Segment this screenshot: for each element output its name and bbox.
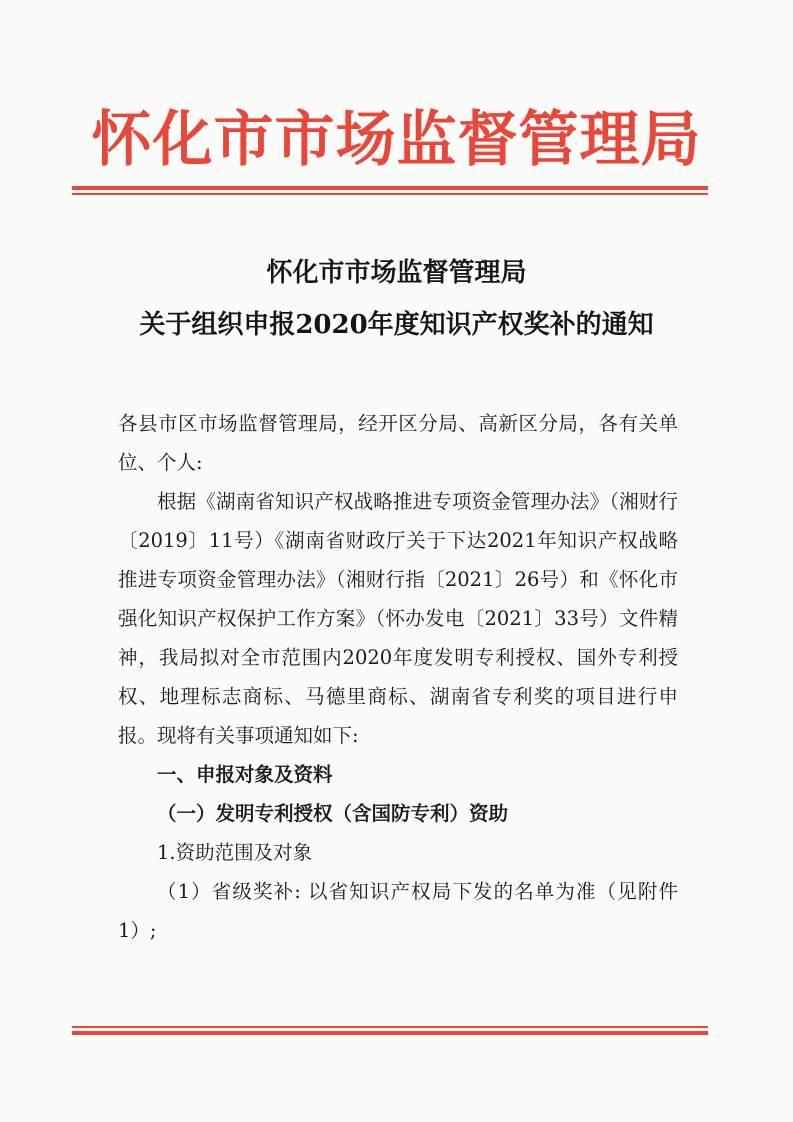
document-body (118, 404, 678, 950)
list-item: （1）省级奖补: 以省知识产权局下发的名单为准（见附件1）; (118, 880, 678, 942)
footer-red-rule-thick (72, 1031, 708, 1035)
letterhead-org-name: 怀化市市场监督管理局 (91, 105, 702, 175)
body-paragraph: 根据《湖南省知识产权战略推进专项资金管理办法》（湘财行〔2019〕11号）《湖南省财政厅关于下达2021年知识产权战略推进专项资金管理办法》（湘财行指〔2021〕26号）和《怀化市强化知识产权保护工作方案》（怀办发电〔2021〕33号）文件精神，我局拟对全市范围内2020年度发明专利授权、国外专利授权、地理标志商标、马德里商标、湖南省专利奖的项目进行申报。现将有关事项通知如下: (118, 490, 678, 747)
letterhead-red-rule-thick (72, 186, 708, 190)
subsection-heading: （一）发明专利授权（含国防专利）资助 (157, 802, 509, 825)
salutation: 各县市区市场监督管理局，经开区分局、高新区分局，各有关单位、个人: (118, 412, 678, 474)
document-title-line-2: 关于组织申报2020年度知识产权奖补的通知 (139, 310, 654, 340)
footer-red-rule-thin (72, 1026, 708, 1028)
document-title-line-1: 怀化市市场监督管理局 (266, 258, 527, 288)
section-heading: 一、申报对象及资料 (157, 763, 333, 786)
letterhead-red-rule-thin (72, 193, 708, 195)
list-item: 1.资助范围及对象 (157, 841, 313, 864)
